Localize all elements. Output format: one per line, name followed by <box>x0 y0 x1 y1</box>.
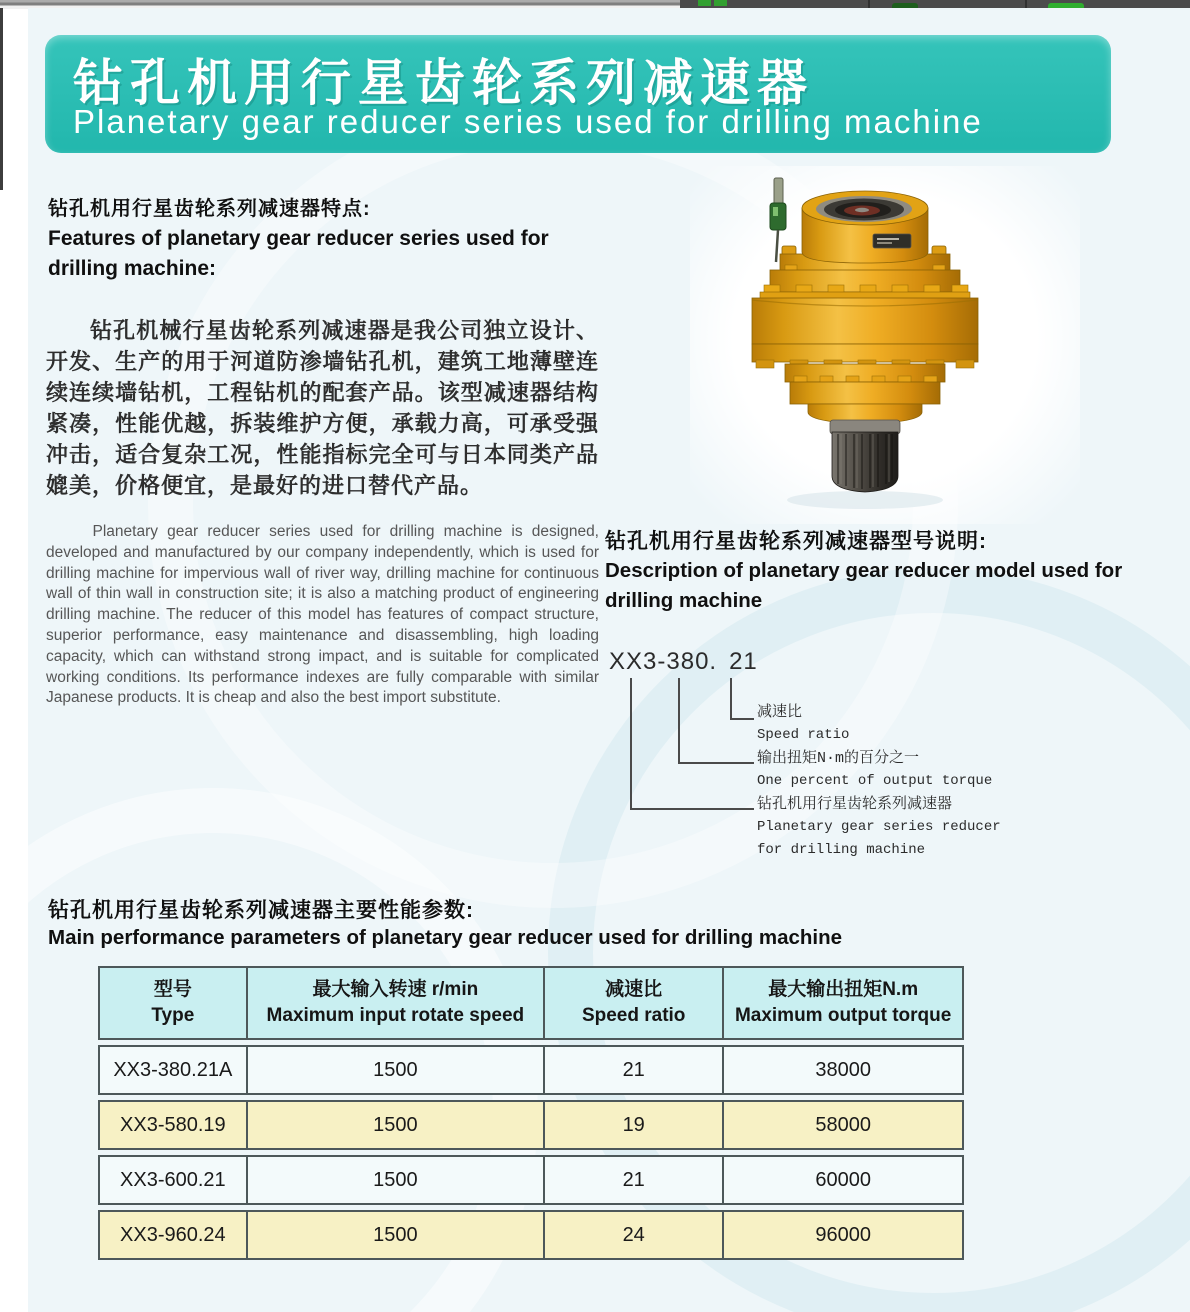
left-edge-artifact <box>0 8 3 190</box>
callout-speed-ratio-zh: 减速比 <box>757 704 803 721</box>
features-heading-en: Features of planetary gear reducer series used for drilling machine: <box>48 227 549 280</box>
callout-series-zh: 钻孔机用行星齿轮系列减速器 <box>757 796 953 813</box>
page-title-banner <box>45 35 1111 153</box>
column-header-output-torque: 最大输出扭矩N.m Maximum output torque <box>722 968 962 1038</box>
callout-torque-zh: 输出扭矩N·m的百分之一 <box>757 750 920 767</box>
parameters-heading-zh: 钻孔机用行星齿轮系列减速器主要性能参数: <box>48 899 474 922</box>
housing-tiers <box>752 246 978 424</box>
column-header-type: 型号 Type <box>151 979 195 1026</box>
nameplate <box>873 234 911 248</box>
model-code <box>609 648 758 676</box>
product-photo <box>690 166 1080 524</box>
green-dot-icon <box>714 0 727 6</box>
column-header-input-speed: 最大输入转速 r/min Maximum input rotate speed <box>246 968 543 1038</box>
callout-series-en2: for drilling machine <box>757 842 926 858</box>
table-row: XX3-600.21 1500 21 60000 <box>98 1155 964 1205</box>
callout-series-en1: Planetary gear series reducer <box>757 819 1001 835</box>
top-cylinder <box>802 191 928 263</box>
table-row: XX3-380.21A 1500 21 38000 <box>98 1045 964 1095</box>
parameters-table <box>98 966 964 1265</box>
features-paragraph-en: Planetary gear reducer series used for drilling machine is designed, developed and manufactured by our company independently, which is used for drilling machine for impervious wall of river way, drilling machine for continuous wall of thin wall in construction site; it is also a matching product of engineering drilling machine. The reducer of this model has features of compact structure, superior performance, easy maintenance and disassembling, high loading capacity, which can withstand strong impact, and is suitable for complicated working conditions. Its performance indexes are fully comparable with similar Japanese products. It is cheap and also the best import substitute. <box>46 523 599 707</box>
gear-reducer-illustration <box>690 166 1080 524</box>
page-title-zh: 钻孔机用行星齿轮系列减速器 <box>73 55 814 111</box>
table-row: XX3-960.24 1500 24 96000 <box>98 1210 964 1260</box>
output-shaft <box>830 420 900 492</box>
callout-torque-en: One percent of output torque <box>757 773 993 789</box>
model-code-series: XX3 <box>609 648 658 675</box>
column-header-speed-ratio: 减速比 Speed ratio <box>543 968 722 1038</box>
page-title-en: Planetary gear reducer series used for drilling machine <box>73 103 983 140</box>
model-callouts <box>757 701 1001 862</box>
model-code-ratio: 21 <box>729 648 758 675</box>
model-heading-zh: 钻孔机用行星齿轮系列减速器型号说明: <box>605 530 987 553</box>
features-heading-zh: 钻孔机用行星齿轮系列减速器特点: <box>48 198 371 220</box>
model-code-torque: -380. <box>657 648 718 675</box>
parameters-heading-en: Main performance parameters of planetary gear reducer used for drilling machine <box>48 926 843 949</box>
model-heading-en: Description of planetary gear reducer model used for drilling machine <box>605 559 1123 612</box>
callout-connector <box>630 678 754 810</box>
features-paragraph-zh: 钻孔机械行星齿轮系列减速器是我公司独立设计、开发、生产的用于河道防渗墙钻孔机，建筑工地薄壁连续连续墙钻机，工程钻机的配套产品。该型减速器结构紧凑，性能优越，拆装维护方便，承载力高，可承受强冲击，适合复杂工况，性能指标完全可与日本同类产品媲美，价格便宜，是最好的进口替代产品。 <box>46 318 599 498</box>
table-header-row <box>98 966 964 1040</box>
table-row: XX3-580.19 1500 19 58000 <box>98 1100 964 1150</box>
callout-speed-ratio-en: Speed ratio <box>757 727 850 743</box>
green-dot-icon <box>698 0 711 6</box>
